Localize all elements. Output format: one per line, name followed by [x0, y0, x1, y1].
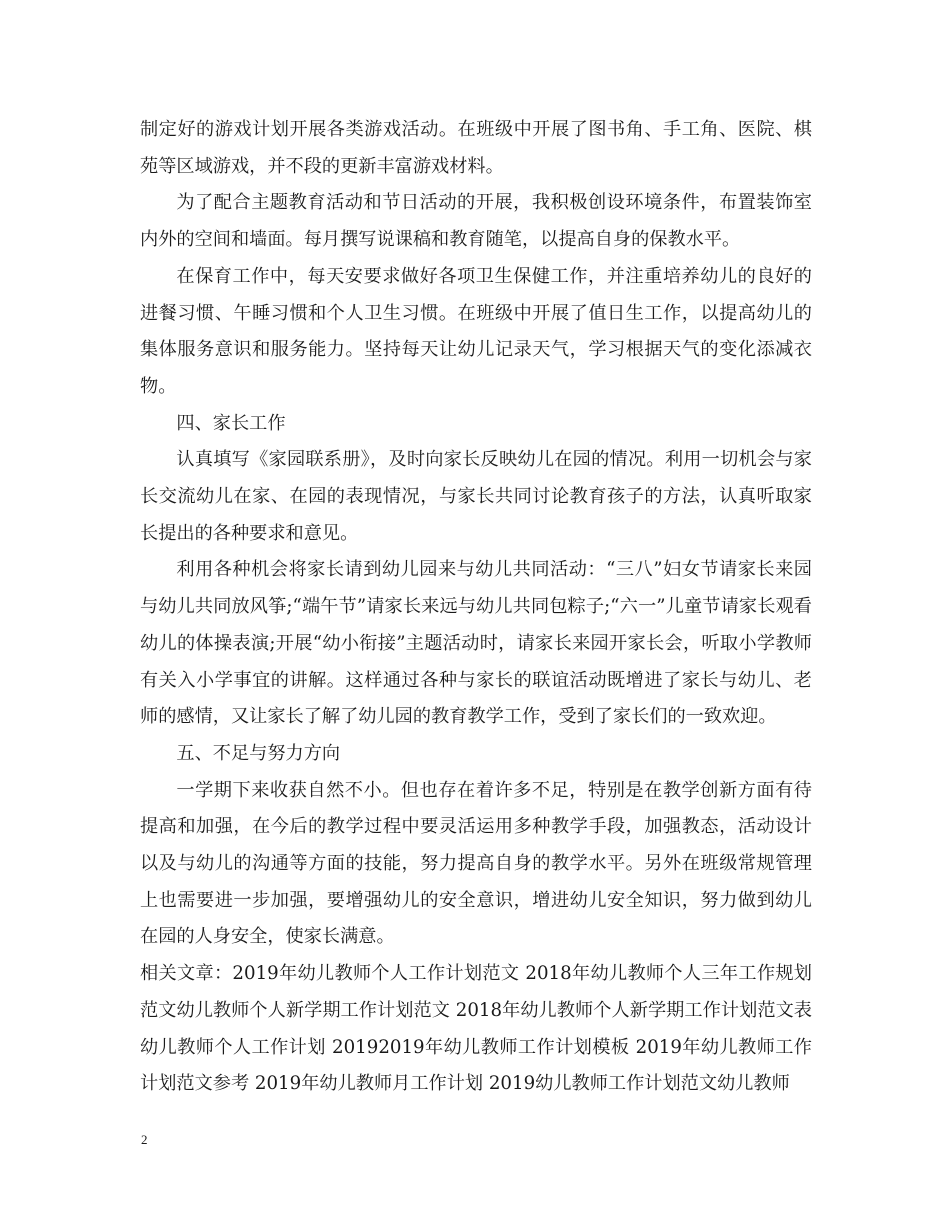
section-heading-parent-work: 四、家长工作: [176, 412, 286, 434]
paragraph-care-work: 在保育工作中，每天安要求做好各项卫生保健工作，并注重培养幼儿的良好的进餐习惯、午睡习惯和个人卫生习惯。在班级中开展了值日生工作，以提高幼儿的集体服务意识和服务能力。坚持每天让幼儿记录天气，学习根据天气的变化添减衣物。: [140, 265, 812, 397]
paragraph-environment: 为了配合主题教育活动和节日活动的开展，我积极创设环境条件，布置装饰室内外的空间和墙面。每月撰写说课稿和教育随笔，以提高自身的保教水平。: [140, 192, 812, 251]
page-number: 2: [141, 1132, 148, 1147]
paragraph-contact-book: 认真填写《家园联系册》，及时向家长反映幼儿在园的情况。利用一切机会与家长交流幼儿在家、在园的表现情况，与家长共同讨论教育孩子的方法，认真听取家长提出的各种要求和意见。: [140, 449, 812, 544]
related-articles: 相关文章：2019年幼儿教师个人工作计划范文 2018年幼儿教师个人三年工作规划范文幼儿教师个人新学期工作计划范文 2018年幼儿教师个人新学期工作计划范文表幼儿教师个人工作计划 20192019年幼儿教师工作计划模板 2019年幼儿教师工作计划范文参考 2019年幼儿教师月工作计划 2019幼儿教师工作计划范文幼儿教师: [140, 963, 812, 1095]
document-body: [140, 112, 812, 1103]
paragraph-parent-activities: 利用各种机会将家长请到幼儿园来与幼儿共同活动：“三八”妇女节请家长来园与幼儿共同放风筝;“端午节”请家长来远与幼儿共同包粽子;“六一”儿童节请家长观看幼儿的体操表演;开展“幼小衔接”主题活动时，请家长来园开家长会，听取小学教师有关入小学事宜的讲解。这样通过各种与家长的联谊活动既增进了家长与幼儿、老师的感情，又让家长了解了幼儿园的教育教学工作，受到了家长们的一致欢迎。: [140, 559, 812, 728]
paragraph-continuation: 制定好的游戏计划开展各类游戏活动。在班级中开展了图书角、手工角、医院、棋苑等区域游戏，并不段的更新丰富游戏材料。: [140, 119, 812, 177]
paragraph-shortcomings: 一学期下来收获自然不小。但也存在着许多不足，特别是在教学创新方面有待提高和加强，在今后的教学过程中要灵活运用多种教学手段，加强教态，活动设计以及与幼儿的沟通等方面的技能，努力提高自身的教学水平。另外在班级常规管理上也需要进一步加强，要增强幼儿的安全意识，增进幼儿安全知识，努力做到幼儿在园的人身安全，使家长满意。: [140, 779, 812, 948]
section-heading-shortcomings: 五、不足与努力方向: [176, 742, 341, 764]
